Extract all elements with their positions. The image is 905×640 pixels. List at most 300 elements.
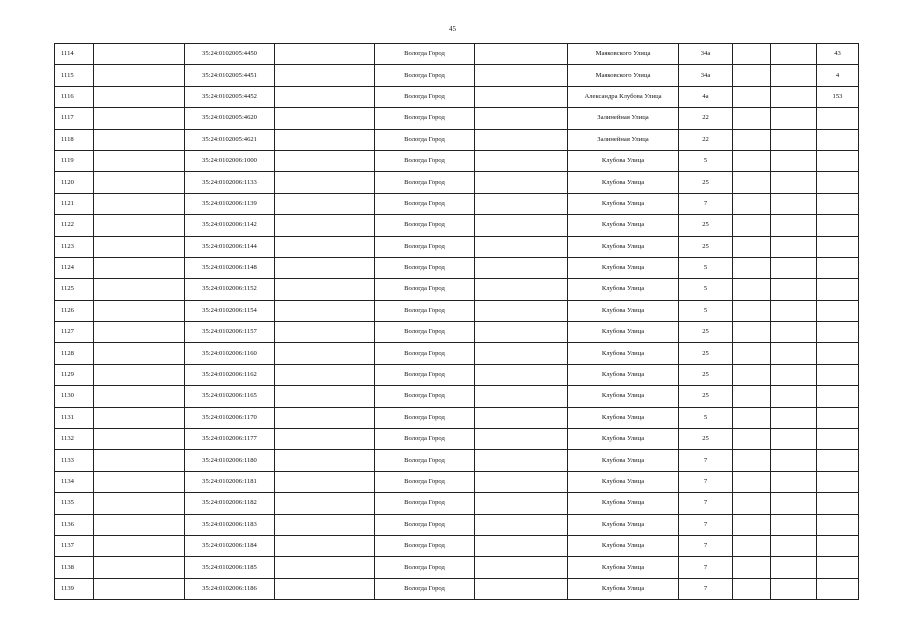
table-row (55, 150, 859, 171)
table-row (55, 300, 859, 321)
table-row (55, 129, 859, 150)
cell-empty (771, 44, 817, 65)
table-body (55, 44, 859, 600)
cell-empty (733, 429, 771, 450)
cell-empty (275, 429, 375, 450)
cell-empty (94, 150, 185, 171)
cell-house: 34а (679, 65, 733, 86)
cell-extra-value (817, 236, 859, 257)
cell-row-number: 1118 (55, 129, 94, 150)
cell-empty (771, 386, 817, 407)
cell-city: Вологда Город (375, 257, 475, 278)
cell-empty (475, 450, 568, 471)
cell-house: 22 (679, 129, 733, 150)
cell-empty (94, 429, 185, 450)
cell-extra-value (817, 172, 859, 193)
cell-row-number: 1127 (55, 322, 94, 343)
cell-city: Вологда Город (375, 172, 475, 193)
cell-city: Вологда Город (375, 108, 475, 129)
cell-cadastral-number: 35:24:0102006:1182 (185, 493, 275, 514)
cell-city: Вологда Город (375, 578, 475, 599)
cell-city: Вологда Город (375, 535, 475, 556)
cell-empty (275, 471, 375, 492)
cell-empty (275, 514, 375, 535)
cell-empty (733, 44, 771, 65)
cell-extra-value (817, 386, 859, 407)
cell-empty (771, 172, 817, 193)
cell-empty (771, 578, 817, 599)
cell-empty (771, 322, 817, 343)
cell-house: 25 (679, 429, 733, 450)
cell-empty (275, 257, 375, 278)
cell-row-number: 1135 (55, 493, 94, 514)
cell-empty (771, 65, 817, 86)
cell-house: 5 (679, 300, 733, 321)
cell-empty (94, 578, 185, 599)
cell-empty (275, 129, 375, 150)
cell-street: Залинейная Улица (568, 129, 679, 150)
cell-row-number: 1129 (55, 364, 94, 385)
cell-empty (733, 386, 771, 407)
cell-empty (94, 108, 185, 129)
cell-cadastral-number: 35:24:0102006:1184 (185, 535, 275, 556)
cell-empty (475, 386, 568, 407)
cell-empty (275, 300, 375, 321)
table-row (55, 429, 859, 450)
cell-house: 34а (679, 44, 733, 65)
cell-empty (275, 557, 375, 578)
cell-street: Клубова Улица (568, 557, 679, 578)
cell-extra-value (817, 343, 859, 364)
cell-house: 25 (679, 172, 733, 193)
cell-house: 5 (679, 150, 733, 171)
cell-empty (94, 514, 185, 535)
cell-street: Клубова Улица (568, 535, 679, 556)
cell-cadastral-number: 35:24:0102006:1180 (185, 450, 275, 471)
cell-empty (475, 129, 568, 150)
cell-cadastral-number: 35:24:0102006:1142 (185, 215, 275, 236)
cell-cadastral-number: 35:24:0102006:1177 (185, 429, 275, 450)
cell-street: Клубова Улица (568, 215, 679, 236)
cell-row-number: 1139 (55, 578, 94, 599)
table-row (55, 343, 859, 364)
cell-empty (275, 450, 375, 471)
cell-empty (475, 193, 568, 214)
cell-house: 7 (679, 471, 733, 492)
cell-house: 25 (679, 215, 733, 236)
cell-empty (771, 450, 817, 471)
cell-empty (94, 343, 185, 364)
table-row (55, 215, 859, 236)
cell-house: 7 (679, 493, 733, 514)
cell-street: Клубова Улица (568, 300, 679, 321)
cell-empty (771, 364, 817, 385)
table-row (55, 86, 859, 107)
table-row (55, 65, 859, 86)
table-row (55, 44, 859, 65)
cell-house: 7 (679, 514, 733, 535)
cell-city: Вологда Город (375, 215, 475, 236)
cell-house: 5 (679, 279, 733, 300)
cell-empty (94, 257, 185, 278)
cell-extra-value (817, 514, 859, 535)
cell-empty (771, 129, 817, 150)
cell-empty (275, 386, 375, 407)
cell-row-number: 1133 (55, 450, 94, 471)
cell-cadastral-number: 35:24:0102006:1162 (185, 364, 275, 385)
cell-street: Клубова Улица (568, 257, 679, 278)
cell-house: 7 (679, 578, 733, 599)
cell-house: 25 (679, 343, 733, 364)
cell-extra-value (817, 322, 859, 343)
cell-city: Вологда Город (375, 150, 475, 171)
table-row (55, 493, 859, 514)
cell-cadastral-number: 35:24:0102006:1139 (185, 193, 275, 214)
cell-house: 7 (679, 557, 733, 578)
table-row (55, 108, 859, 129)
cell-extra-value (817, 215, 859, 236)
cell-city: Вологда Город (375, 429, 475, 450)
table-row (55, 578, 859, 599)
cell-house: 7 (679, 193, 733, 214)
cell-house: 4а (679, 86, 733, 107)
cell-cadastral-number: 35:24:0102006:1144 (185, 236, 275, 257)
cell-house: 5 (679, 407, 733, 428)
cell-house: 25 (679, 386, 733, 407)
cell-empty (94, 407, 185, 428)
cell-empty (94, 215, 185, 236)
cell-cadastral-number: 35:24:0102006:1133 (185, 172, 275, 193)
cell-empty (475, 471, 568, 492)
cell-empty (733, 279, 771, 300)
cell-street: Клубова Улица (568, 450, 679, 471)
cell-house: 7 (679, 450, 733, 471)
cell-street: Клубова Улица (568, 493, 679, 514)
cell-city: Вологда Город (375, 86, 475, 107)
cell-row-number: 1130 (55, 386, 94, 407)
cell-empty (475, 407, 568, 428)
cell-empty (94, 86, 185, 107)
cell-extra-value: 43 (817, 44, 859, 65)
cell-street: Клубова Улица (568, 471, 679, 492)
cell-city: Вологда Город (375, 364, 475, 385)
cell-street: Маяковского Улица (568, 44, 679, 65)
cell-empty (771, 193, 817, 214)
cell-row-number: 1132 (55, 429, 94, 450)
cell-empty (771, 236, 817, 257)
cell-empty (275, 193, 375, 214)
cell-empty (94, 193, 185, 214)
cell-house: 5 (679, 257, 733, 278)
cell-row-number: 1114 (55, 44, 94, 65)
cell-empty (94, 129, 185, 150)
cell-empty (94, 557, 185, 578)
cell-extra-value (817, 450, 859, 471)
table-row (55, 279, 859, 300)
cell-empty (771, 257, 817, 278)
cell-city: Вологда Город (375, 236, 475, 257)
cell-cadastral-number: 35:24:0102006:1181 (185, 471, 275, 492)
cell-street: Клубова Улица (568, 407, 679, 428)
cell-street: Клубова Улица (568, 150, 679, 171)
cell-extra-value (817, 493, 859, 514)
cell-empty (475, 172, 568, 193)
cell-empty (733, 322, 771, 343)
cell-empty (94, 65, 185, 86)
cell-cadastral-number: 35:24:0102006:1170 (185, 407, 275, 428)
cell-city: Вологда Город (375, 300, 475, 321)
cell-house: 22 (679, 108, 733, 129)
cell-street: Клубова Улица (568, 279, 679, 300)
cell-empty (771, 471, 817, 492)
cell-empty (733, 364, 771, 385)
cell-cadastral-number: 35:24:0102005:4450 (185, 44, 275, 65)
cell-extra-value (817, 300, 859, 321)
cell-empty (475, 257, 568, 278)
cell-empty (94, 386, 185, 407)
cell-empty (475, 86, 568, 107)
cell-empty (275, 407, 375, 428)
cell-empty (275, 172, 375, 193)
cell-city: Вологда Город (375, 450, 475, 471)
cell-empty (275, 578, 375, 599)
cell-empty (94, 236, 185, 257)
cell-empty (475, 578, 568, 599)
cell-empty (733, 215, 771, 236)
cell-extra-value (817, 279, 859, 300)
cell-empty (475, 65, 568, 86)
table-row (55, 535, 859, 556)
cell-empty (94, 450, 185, 471)
cell-row-number: 1116 (55, 86, 94, 107)
cell-empty (733, 257, 771, 278)
cell-row-number: 1138 (55, 557, 94, 578)
cell-empty (94, 493, 185, 514)
cell-empty (475, 322, 568, 343)
table-row (55, 236, 859, 257)
cell-empty (94, 322, 185, 343)
cell-empty (733, 150, 771, 171)
cell-empty (733, 108, 771, 129)
cell-extra-value (817, 471, 859, 492)
cell-city: Вологда Город (375, 44, 475, 65)
cell-cadastral-number: 35:24:0102006:1160 (185, 343, 275, 364)
cell-city: Вологда Город (375, 514, 475, 535)
table-row (55, 364, 859, 385)
cell-city: Вологда Город (375, 343, 475, 364)
cell-empty (771, 86, 817, 107)
cell-empty (94, 535, 185, 556)
cell-empty (771, 150, 817, 171)
cell-empty (771, 407, 817, 428)
cell-extra-value (817, 257, 859, 278)
cell-empty (94, 471, 185, 492)
cell-extra-value: 153 (817, 86, 859, 107)
cell-city: Вологда Город (375, 407, 475, 428)
cell-empty (733, 65, 771, 86)
cell-empty (771, 535, 817, 556)
cell-row-number: 1136 (55, 514, 94, 535)
cell-empty (475, 279, 568, 300)
cell-empty (475, 535, 568, 556)
cell-empty (94, 44, 185, 65)
cell-street: Маяковского Улица (568, 65, 679, 86)
cell-city: Вологда Город (375, 322, 475, 343)
cell-city: Вологда Город (375, 65, 475, 86)
cell-empty (275, 364, 375, 385)
cell-street: Клубова Улица (568, 578, 679, 599)
cell-empty (771, 429, 817, 450)
cell-empty (733, 407, 771, 428)
cell-row-number: 1126 (55, 300, 94, 321)
cell-empty (733, 557, 771, 578)
cell-empty (94, 172, 185, 193)
cell-row-number: 1121 (55, 193, 94, 214)
cell-house: 25 (679, 236, 733, 257)
cell-row-number: 1115 (55, 65, 94, 86)
cell-extra-value (817, 429, 859, 450)
cell-cadastral-number: 35:24:0102006:1183 (185, 514, 275, 535)
cell-cadastral-number: 35:24:0102006:1154 (185, 300, 275, 321)
cell-city: Вологда Город (375, 129, 475, 150)
cell-empty (733, 172, 771, 193)
cell-empty (733, 578, 771, 599)
cell-empty (733, 193, 771, 214)
page-number: 45 (449, 25, 456, 33)
cell-cadastral-number: 35:24:0102005:4451 (185, 65, 275, 86)
cell-empty (771, 557, 817, 578)
registry-table (54, 43, 859, 600)
cell-empty (275, 343, 375, 364)
cell-street: Клубова Улица (568, 236, 679, 257)
cell-empty (475, 236, 568, 257)
cell-extra-value (817, 578, 859, 599)
cell-row-number: 1128 (55, 343, 94, 364)
table-row (55, 557, 859, 578)
cell-extra-value (817, 535, 859, 556)
cell-row-number: 1123 (55, 236, 94, 257)
cell-house: 7 (679, 535, 733, 556)
cell-cadastral-number: 35:24:0102005:4452 (185, 86, 275, 107)
cell-empty (733, 493, 771, 514)
cell-empty (733, 450, 771, 471)
table-row (55, 450, 859, 471)
cell-empty (475, 557, 568, 578)
cell-empty (275, 535, 375, 556)
table-row (55, 514, 859, 535)
cell-empty (771, 343, 817, 364)
cell-row-number: 1125 (55, 279, 94, 300)
cell-empty (771, 300, 817, 321)
cell-empty (475, 514, 568, 535)
cell-empty (275, 150, 375, 171)
cell-empty (733, 236, 771, 257)
cell-street: Клубова Улица (568, 514, 679, 535)
cell-empty (733, 86, 771, 107)
cell-empty (275, 44, 375, 65)
table-row (55, 386, 859, 407)
cell-extra-value (817, 364, 859, 385)
cell-empty (475, 150, 568, 171)
cell-extra-value (817, 193, 859, 214)
cell-cadastral-number: 35:24:0102006:1186 (185, 578, 275, 599)
cell-empty (475, 300, 568, 321)
cell-row-number: 1124 (55, 257, 94, 278)
cell-extra-value (817, 108, 859, 129)
cell-empty (275, 322, 375, 343)
cell-empty (733, 300, 771, 321)
cell-empty (771, 279, 817, 300)
cell-empty (475, 343, 568, 364)
cell-street: Клубова Улица (568, 386, 679, 407)
cell-cadastral-number: 35:24:0102006:1152 (185, 279, 275, 300)
cell-street: Клубова Улица (568, 429, 679, 450)
cell-empty (475, 215, 568, 236)
cell-empty (771, 108, 817, 129)
cell-cadastral-number: 35:24:0102006:1185 (185, 557, 275, 578)
cell-city: Вологда Город (375, 386, 475, 407)
cell-empty (475, 364, 568, 385)
table-row (55, 257, 859, 278)
cell-empty (94, 364, 185, 385)
cell-empty (771, 514, 817, 535)
cell-row-number: 1117 (55, 108, 94, 129)
cell-empty (275, 279, 375, 300)
cell-empty (275, 236, 375, 257)
cell-empty (771, 215, 817, 236)
table-row (55, 471, 859, 492)
cell-cadastral-number: 35:24:0102006:1157 (185, 322, 275, 343)
cell-row-number: 1134 (55, 471, 94, 492)
cell-cadastral-number: 35:24:0102005:4620 (185, 108, 275, 129)
cell-empty (771, 493, 817, 514)
cell-extra-value (817, 557, 859, 578)
cell-empty (275, 108, 375, 129)
cell-street: Клубова Улица (568, 193, 679, 214)
cell-row-number: 1137 (55, 535, 94, 556)
cell-empty (475, 493, 568, 514)
cell-row-number: 1119 (55, 150, 94, 171)
cell-row-number: 1120 (55, 172, 94, 193)
cell-cadastral-number: 35:24:0102006:1000 (185, 150, 275, 171)
cell-city: Вологда Город (375, 471, 475, 492)
cell-empty (475, 44, 568, 65)
cell-city: Вологда Город (375, 193, 475, 214)
cell-street: Залинейная Улица (568, 108, 679, 129)
cell-empty (475, 108, 568, 129)
cell-street: Александра Клубова Улица (568, 86, 679, 107)
cell-street: Клубова Улица (568, 364, 679, 385)
cell-street: Клубова Улица (568, 322, 679, 343)
cell-row-number: 1131 (55, 407, 94, 428)
cell-extra-value (817, 129, 859, 150)
cell-cadastral-number: 35:24:0102005:4621 (185, 129, 275, 150)
table-row (55, 322, 859, 343)
table-row (55, 193, 859, 214)
cell-city: Вологда Город (375, 557, 475, 578)
cell-street: Клубова Улица (568, 343, 679, 364)
cell-house: 25 (679, 322, 733, 343)
cell-extra-value: 4 (817, 65, 859, 86)
cell-empty (275, 86, 375, 107)
cell-empty (275, 215, 375, 236)
table-row (55, 172, 859, 193)
cell-house: 25 (679, 364, 733, 385)
cell-empty (94, 279, 185, 300)
cell-empty (733, 343, 771, 364)
cell-row-number: 1122 (55, 215, 94, 236)
cell-city: Вологда Город (375, 279, 475, 300)
